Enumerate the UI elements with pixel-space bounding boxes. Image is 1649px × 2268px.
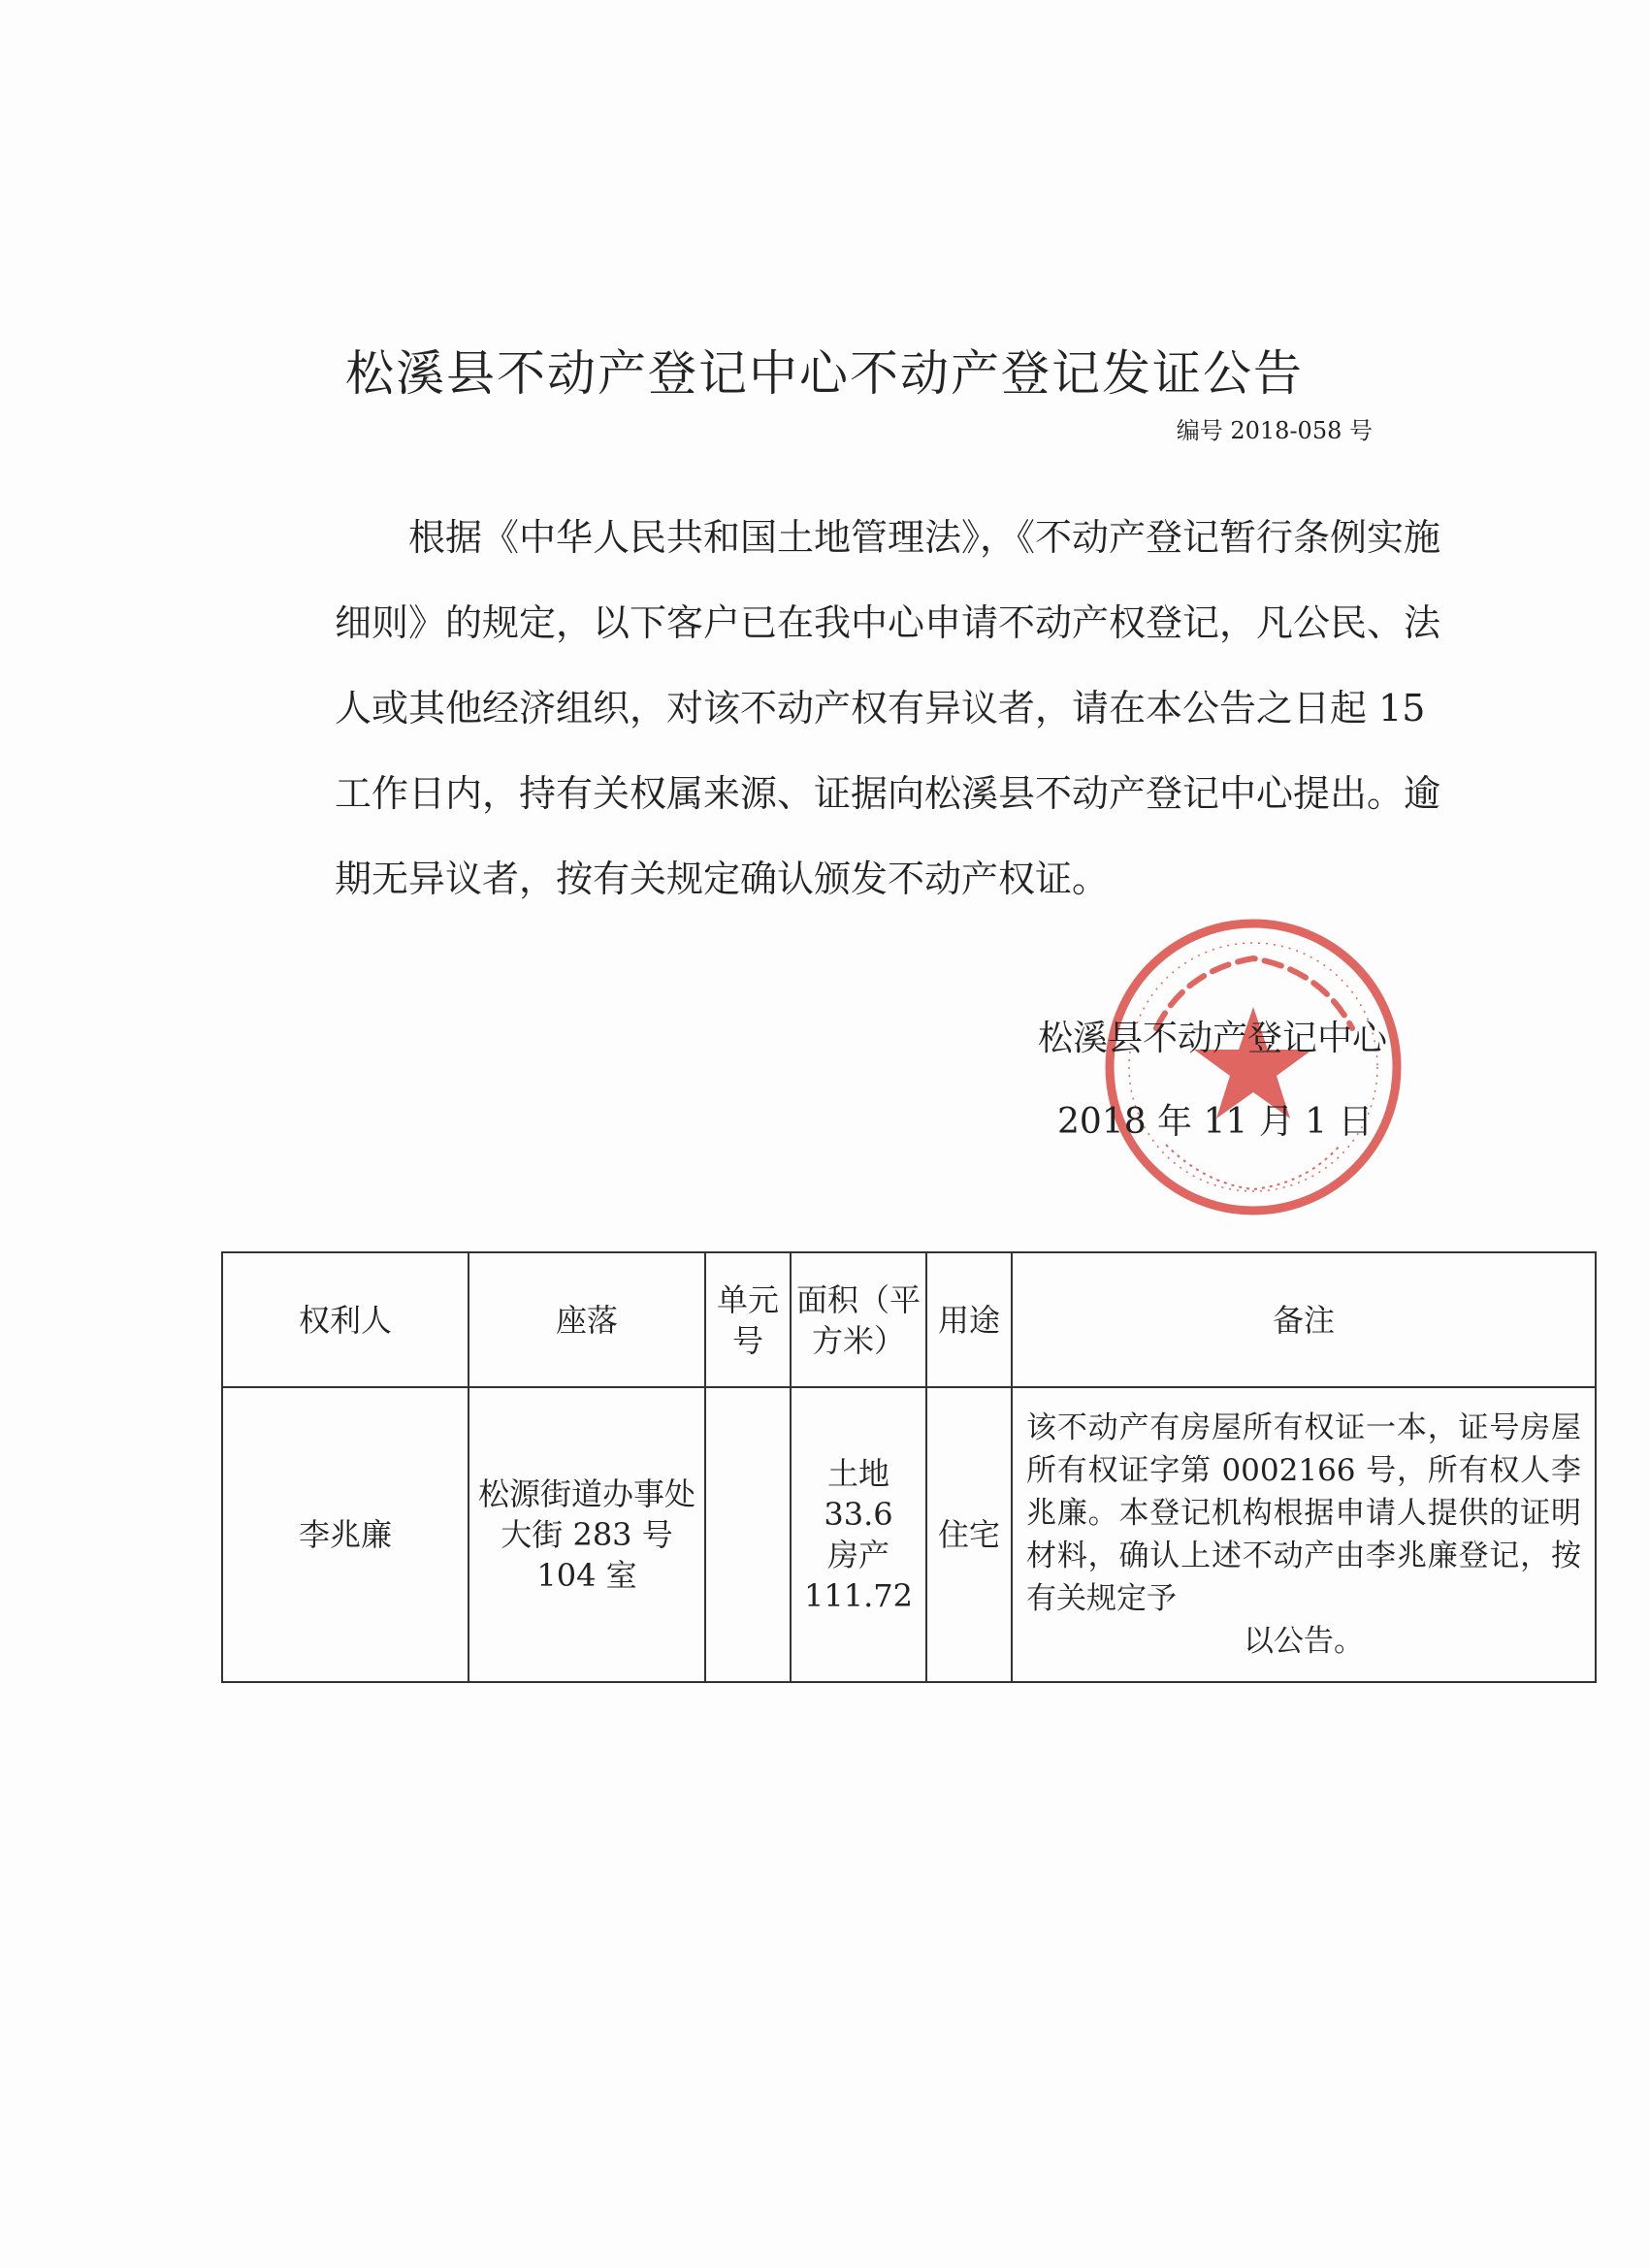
cell-unit (705, 1387, 791, 1682)
cell-remark (1012, 1387, 1596, 1682)
cell-area (791, 1387, 926, 1682)
area-land-value: 33.6 (824, 1496, 893, 1533)
notice-title: 松溪县不动产登记中心不动产登记发证公告 (345, 345, 1304, 402)
remark-text: 该不动产有房屋所有权证一本，证号房屋所有权证字第 0002166 号，所有权人李兆廉。本登记机构根据申请人提供的证明材料，确认上述不动产由李兆廉登记，按有关规定予 (1026, 1410, 1581, 1616)
body-line: 工作日内，持有关权属来源、证据向松溪县不动产登记中心提出。逾 (335, 772, 1441, 815)
issuer-name: 松溪县不动产登记中心 (1038, 1019, 1388, 1058)
header-unit: 单元号 (705, 1252, 791, 1387)
registration-table (221, 1251, 1597, 1683)
body-line: 根据《中华人民共和国土地管理法》，《不动产登记暂行条例实施 (408, 516, 1441, 559)
official-seal-icon (1098, 912, 1408, 1222)
header-location: 座落 (469, 1252, 705, 1387)
area-house-value: 111.72 (804, 1577, 913, 1614)
notice-number: 编号 2018-058 号 (1176, 417, 1373, 444)
header-holder: 权利人 (222, 1252, 469, 1387)
area-land-label: 土地 (826, 1455, 889, 1492)
header-remark: 备注 (1012, 1252, 1596, 1387)
cell-holder: 李兆廉 (222, 1387, 469, 1682)
header-area: 面积（平方米） (791, 1252, 926, 1387)
table-header-row (222, 1252, 1596, 1387)
table-row (222, 1387, 1596, 1682)
notice-body (335, 495, 1450, 922)
header-use: 用途 (926, 1252, 1012, 1387)
body-line: 期无异议者，按有关规定确认颁发不动产权证。 (335, 858, 1110, 900)
area-house-label: 房产 (826, 1537, 889, 1573)
cell-use: 住宅 (926, 1387, 1012, 1682)
cell-location: 松源街道办事处大街 283 号 104 室 (469, 1387, 705, 1682)
remark-tail: 以公告。 (1244, 1624, 1364, 1659)
body-line: 细则》的规定，以下客户已在我中心申请不动产权登记，凡公民、法 (335, 601, 1441, 644)
issue-date: 2018 年 11 月 1 日 (1057, 1102, 1374, 1142)
body-line: 人或其他经济组织，对该不动产权有异议者，请在本公告之日起 15 (335, 687, 1426, 729)
